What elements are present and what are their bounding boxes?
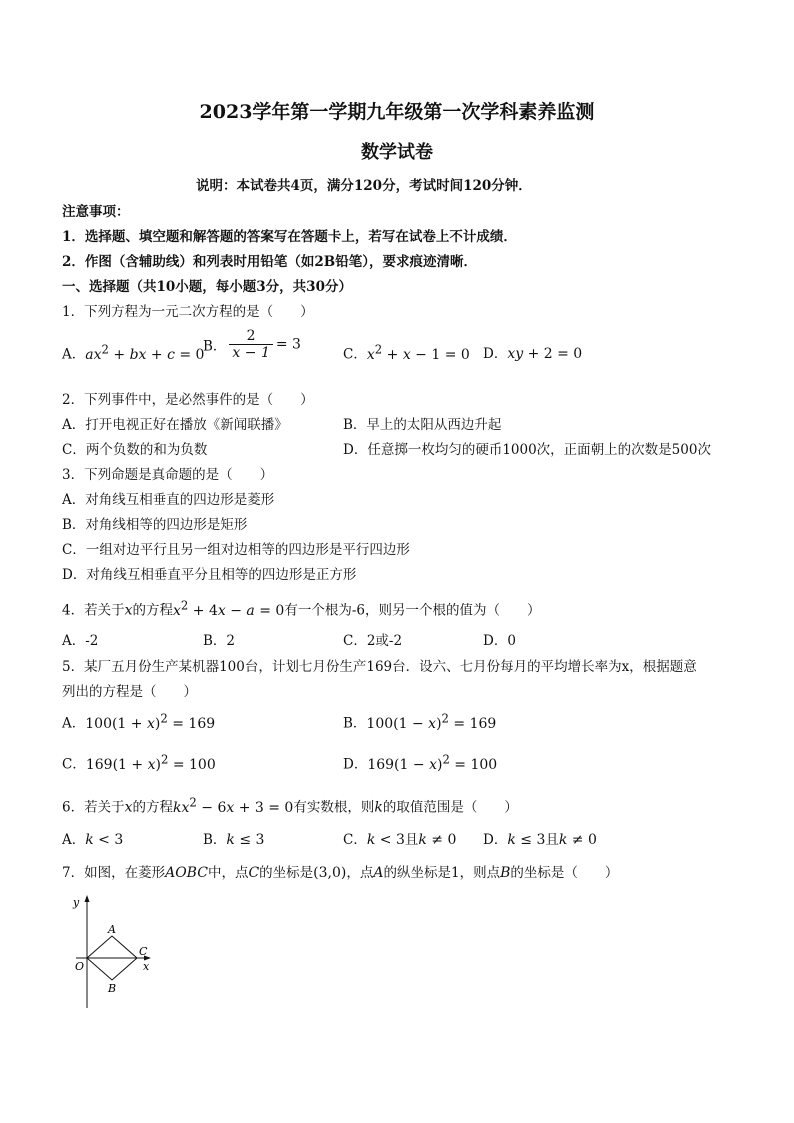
q5-option-a: A．$100(1 + x)^2 = 169$ xyxy=(62,711,216,732)
section-1-heading: 一、选择题（共10小题，每小题3分，共30分） xyxy=(62,279,352,295)
q5-b-label: B． xyxy=(343,715,367,732)
point-b-label: B xyxy=(108,982,117,995)
q6-stem: 6．若关于x的方程$kx^2 - 6x + 3 = 0$有实数根，则k的取值范围是（ ） xyxy=(62,795,518,816)
q1-option-a: A．$ax^2$ + bx + c = 0 xyxy=(62,342,205,363)
q4-stem: 4．若关于x的方程$x^2 + 4x - a = 0$有一个根为-6，则另一个根的值为（ ） xyxy=(62,598,541,619)
q2-stem: 2．下列事件中，是必然事件的是（ ） xyxy=(62,392,314,408)
q3-stem: 3．下列命题是真命题的是（ ） xyxy=(62,467,274,483)
q7-stem: 7．如图，在菱形AOBC中，点C的坐标是(3,0)，点A的纵坐标是1，则点B的坐标是（ ） xyxy=(62,865,619,881)
origin-label: O xyxy=(75,960,85,973)
q4-option-c: C．2或-2 xyxy=(343,633,403,649)
q1-b-rhs: = 3 xyxy=(275,336,301,353)
q5-c-label: C． xyxy=(62,756,86,773)
q2-option-a: A．打开电视正好在播放《新闻联播》 xyxy=(62,417,288,433)
q1-option-b xyxy=(203,328,301,361)
q6-stem-post: 的取值范围是（ ） xyxy=(382,799,518,816)
q3-option-d: D．对角线互相垂直平分且相等的四边形是正方形 xyxy=(62,567,357,583)
q4-stem-mid: 的方程 xyxy=(132,602,173,619)
q1-d-label: D． xyxy=(483,346,508,362)
point-c-label: C xyxy=(139,945,148,958)
point-a-label: A xyxy=(108,923,116,936)
q6-c-and: 且 xyxy=(404,832,419,848)
q4-stem-pre: 4．若关于 xyxy=(62,602,125,619)
q4-option-b: B．2 xyxy=(203,633,236,649)
q1-option-d: D．xy + 2 = 0 xyxy=(483,346,583,362)
q5-stem-line2: 列出的方程是（ ） xyxy=(62,684,197,700)
exam-title: 2023学年第一学期九年级第一次学科素养监测 xyxy=(199,101,595,123)
q7-stem-mid3: ，点 xyxy=(346,865,374,881)
q3-option-a: A．对角线互相垂直的四边形是菱形 xyxy=(62,492,275,508)
q5-option-c: C．$169(1 + x)^2 = 100$ xyxy=(62,752,216,773)
notice-item-1: 1．选择题、填空题和解答题的答案写在答题卡上，若写在试卷上不计成绩． xyxy=(62,229,517,245)
x-axis-label: x xyxy=(143,960,150,973)
q6-option-d: D．k ≤ 3且k ≠ 0 xyxy=(483,832,597,848)
q7-shape-name: AOBC xyxy=(165,865,208,881)
q7-stem-mid2: 的坐标是 xyxy=(259,865,314,881)
notice-item-2: 2．作图（含辅助线）和列表时用铅笔（如2B铅笔），要求痕迹清晰． xyxy=(62,254,477,270)
q3-option-c: C．一组对边平行且另一组对边相等的四边形是平行四边形 xyxy=(62,542,410,558)
q1-c-label: C． xyxy=(343,346,367,363)
q5-a-label: A． xyxy=(62,715,86,732)
q6-option-b: B．k ≤ 3 xyxy=(203,832,265,848)
q4-option-a: A．-2 xyxy=(62,633,99,649)
q7-stem-mid4: 的纵坐标是1，则点 xyxy=(383,865,501,881)
q6-a-label: A． xyxy=(62,832,86,848)
q5-option-b: B．$100(1 - x)^2 = 169$ xyxy=(343,711,497,732)
q3-option-b: B．对角线相等的四边形是矩形 xyxy=(62,517,248,533)
q5-d-label: D． xyxy=(343,756,368,773)
q1-b-numerator: 2 xyxy=(229,328,272,345)
q6-d-and: 且 xyxy=(545,832,559,848)
q4-option-d: D．0 xyxy=(483,633,516,649)
q2-option-b: B．早上的太阳从西边升起 xyxy=(343,417,502,433)
q6-option-a: A．k < 3 xyxy=(62,832,124,848)
q1-b-label: B． xyxy=(203,338,227,355)
q2-option-c: C．两个负数的和为负数 xyxy=(62,442,208,458)
q1-b-denominator: x − 1 xyxy=(232,345,270,361)
q1-stem: 1．下列方程为一元二次方程的是（ ） xyxy=(62,304,314,320)
exam-subtitle: 数学试卷 xyxy=(361,142,433,163)
q7-stem-post: 的坐标是（ ） xyxy=(510,865,619,881)
q6-stem-mid: 的方程 xyxy=(132,799,173,816)
q4-stem-post: 有一个根为-6，则另一个根的值为（ ） xyxy=(284,602,541,619)
q7-stem-mid: 中，点 xyxy=(207,865,249,881)
notices-heading: 注意事项： xyxy=(62,204,130,220)
y-axis-arrow xyxy=(85,895,90,902)
q6-stem-mid2: 有实数根，则 xyxy=(293,799,375,816)
y-axis-label: y xyxy=(73,896,80,909)
q6-b-label: B． xyxy=(203,832,227,848)
q6-c-label: C． xyxy=(343,832,367,848)
q1-a-label: A． xyxy=(62,346,86,363)
q1-option-c: C．$x^2 + x - 1 = 0$ xyxy=(343,342,470,363)
q7-stem-pre: 7．如图，在菱形 xyxy=(62,865,166,881)
q6-option-c: C．k < 3且k ≠ 0 xyxy=(343,832,457,848)
q5-option-d: D．$169(1 - x)^2 = 100$ xyxy=(343,752,498,773)
q5-stem-line1: 5．某厂五月份生产某机器100台，计划七月份生产169台．设六、七月份每月的平均增长率为x，根据题意 xyxy=(62,659,697,675)
q6-d-label: D． xyxy=(483,832,508,848)
exam-note: 说明：本试卷共4页，满分120分，考试时间120分钟． xyxy=(196,178,532,194)
q6-stem-pre: 6．若关于 xyxy=(62,799,125,816)
rhombus-figure xyxy=(68,892,168,1010)
q2-option-d: D．任意掷一枚均匀的硬币1000次，正面朝上的次数是500次 xyxy=(343,442,711,458)
